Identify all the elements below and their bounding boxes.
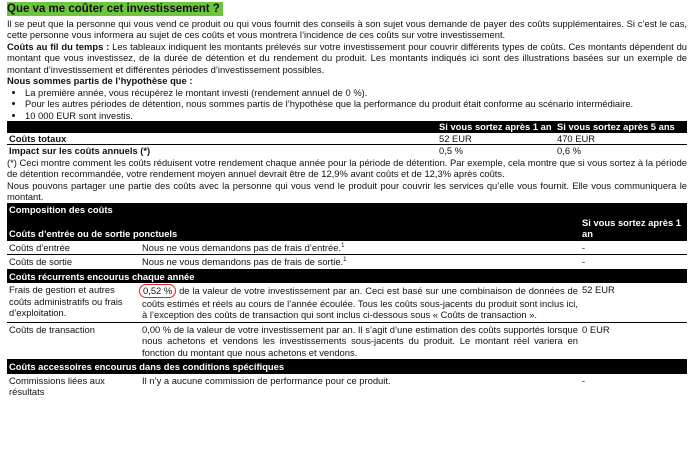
performance-fees-desc: Il n’y a aucune commission de performance pour ce produit.: [142, 374, 391, 386]
table-row: [7, 255, 687, 269]
one-off-costs-title: Coûts d’entrée ou de sortie ponctuels: [9, 228, 178, 240]
costs-over-time-label: Coûts au fil du temps :: [7, 40, 110, 52]
table-row: [7, 145, 687, 157]
table-row: [7, 322, 687, 359]
share-costs-paragraph: Nous pouvons partager une partie des coûts avec la personne qui vous vend le produit pour couvrir les services qu’elle vous fournit. Elle vous communiquera le montant.: [7, 179, 687, 203]
section-heading: Que va me coûter cet investissement ?: [7, 2, 223, 16]
row-label: Impact sur les coûts annuels (*): [9, 145, 151, 157]
footnote-ref: 1: [341, 242, 345, 249]
footnote-paragraph: (*) Ceci montre comment les coûts réduisent votre rendement chaque année pour la période de détention. Par exemple, cela montre que si vous sortez à la période de détention recommandée, votre rendement moyen annuel devrait être de 12,9% avant coûts et de 12,3% après coûts.: [7, 156, 687, 180]
exit-costs-label: Coûts de sortie: [7, 255, 140, 269]
one-off-header-row: [7, 216, 687, 241]
composition-title-row: [7, 203, 687, 216]
table-header-row: [7, 121, 687, 132]
cost-composition-table: [7, 203, 687, 399]
row-value: 0,6 %: [557, 145, 581, 157]
costs-over-time-text: Les tableaux indiquent les montants prélevés sur votre investissement pour couvrir différents types de coûts. Ces montants dépendent du montant que vous investissez, de la durée de détention et du rendement du produit. Les montants indiqués ici sont des illustrations basées sur un exemple de montant d’investissement et différentes périodes d’investissement possibles.: [7, 40, 687, 75]
entry-costs-text: Nous ne vous demandons pas de frais d’entrée.: [142, 241, 342, 253]
row-value: 52 EUR: [437, 133, 555, 145]
assumption-item: • La première année, vous récupérez le montant investi (rendement annuel de 0 %).: [25, 87, 687, 98]
exit-costs-text: Nous ne vous demandons pas de frais de sortie.: [142, 256, 344, 268]
intro-paragraph: Il se peut que la personne qui vous vend ce produit ou qui vous fournit des conseils à son sujet vous demande de payer des coûts supplémentaires. Si c’est le cas, cette personne vous informera au sujet de ces coûts et vous montrera l’incidence de ces coûts sur votre investissement.: [7, 18, 687, 41]
footnote-ref: 1: [343, 257, 347, 264]
exit-costs-desc: [140, 255, 580, 269]
transaction-costs-label: Coûts de transaction: [7, 322, 140, 359]
table-row: [7, 133, 687, 145]
transaction-costs-value: 0 EUR: [580, 322, 687, 359]
assumption-item: • Pour les autres périodes de détention, nous sommes partis de l’hypothèse que la performance du produit était conforme au scénario intermédiaire.: [25, 98, 687, 109]
header-1-year: Si vous sortez après 1 an: [439, 121, 552, 133]
header-5-years: Si vous sortez après 5 ans: [557, 121, 675, 133]
recurring-costs-title: Coûts récurrents encourus chaque année: [9, 270, 195, 282]
performance-fees-label: Commissions liées aux résultats: [9, 374, 105, 398]
table-row: [7, 374, 687, 399]
performance-fees-value: -: [582, 374, 586, 386]
management-fees-value: 52 EUR: [580, 283, 687, 322]
cost-section: [7, 0, 687, 399]
row-label: Coûts totaux: [7, 133, 437, 145]
costs-over-time-paragraph: [7, 41, 687, 75]
transaction-costs-desc: 0,00 % de la valeur de votre investissement par an. Il s’agit d’une estimation des coûts supportés lorsque nous achetons et vendons les investissements sous-jacents du produit. Le montant réel variera en fonction du montant que nous achetons et vendons.: [142, 323, 578, 358]
composition-title: Composition des coûts: [9, 203, 113, 215]
assumptions-title: Nous sommes partis de l’hypothèse que :: [7, 75, 193, 87]
costs-over-time-table: [7, 121, 687, 156]
entry-costs-value: -: [580, 241, 687, 255]
entry-costs-label: Coûts d’entrée: [7, 241, 140, 255]
table-row: [7, 241, 687, 255]
header-1-year: Si vous sortez après 1 an: [582, 216, 682, 240]
exit-costs-value: -: [580, 255, 687, 269]
recurring-header-row: [7, 269, 687, 283]
incidental-costs-title: Coûts accessoires encourus dans des conditions spécifiques: [9, 361, 285, 373]
assumptions-list: [7, 87, 687, 121]
header-empty-cell: [7, 121, 437, 132]
management-fees-label: Frais de gestion et autres coûts administratifs ou frais d’exploitation.: [7, 283, 140, 322]
assumption-item: • 10 000 EUR sont investis.: [25, 110, 687, 121]
row-value: 0,5 %: [439, 145, 463, 157]
row-value: 470 EUR: [555, 133, 687, 145]
table-row: [7, 283, 687, 322]
management-fees-text: de la valeur de votre investissement par an. Ceci est basé sur une combinaison de données de coûts estimés et réels au cours de l’année écoulée. Tous les coûts sous-jacents du produit sont inclus ici, à l’exception des coûts de transaction qui sont inclus ci-dessous sous « Coûts de transaction ».: [142, 285, 578, 321]
management-fees-desc: [140, 283, 580, 322]
highlighted-percentage: 0,52 %: [139, 284, 176, 297]
entry-costs-desc: [140, 241, 580, 255]
incidental-header-row: [7, 360, 687, 374]
